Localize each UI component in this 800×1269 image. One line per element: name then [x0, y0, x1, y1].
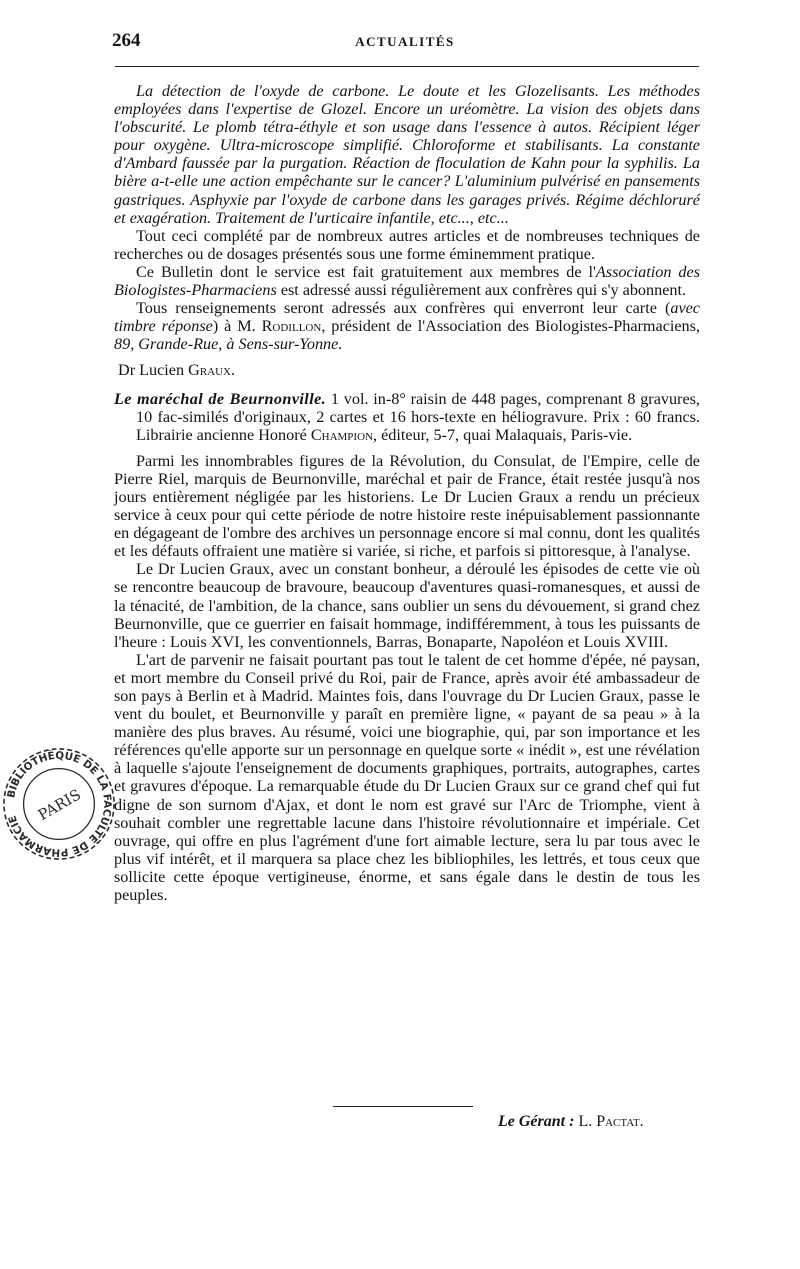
review-paragraph-3: L'art de parvenir ne faisait pourtant pas tout le talent de cet homme d'épée, né paysan, et mort membre du Conseil privé du Roi, pair de France, après avoir été ambassadeur de son pays à Berlin et à Madrid. Maintes fois, dans l'ouvrage du Dr Lucien Graux, passe le vent du boulet, et Beurnonville y paraît en première ligne, « payant de sa peau » à la manière des plus braves. Au résumé, voici une biographie, qui, par son importance et les références qu'elle apporte sur un personnage en quelque sorte « inédit », est une révélation à laquelle s'ajoute l'enseignement de documents graphiques, portraits, autographes, cartes et gravures d'époque. La remarquable étude du Dr Lucien Graux sur ce grand chef qui fut digne de son surnom d'Ajax, et dont le nom est gravé sur l'Arc de Triomphe, vient à souhait combler une regrettable lacune dans l'histoire révolutionnaire et impériale. Cet ouvrage, qui offre en plus l'agrément d'une fort aimable lecture, sera lu par tous avec le plus vif intérêt, et il marquera sa place chez les bibliophiles, les lettrés, et tous ceux que sollicite cette époque vertigineuse, énorme, et sans égale dans le destin de tous les peuples.	[114, 650, 700, 905]
signature-title: Dr	[118, 361, 136, 380]
page-number: 264	[112, 30, 141, 51]
review-paragraph-2: Le Dr Lucien Graux, avec un constant bonheur, a déroulé les épisodes de cette vie où se rencontre beaucoup de bravoure, beaucoup d'aventures quasi-romanesques, et aussi de la ténacité, de l'ambition, de la chance, sans oublier un sens du dévouement, si grand chez Beurnonville, que ce guerrier en faisait hommage, indifféremment, à tous les puissants de l'heure : Louis XVI, les conventionnels, Barras, Bonaparte, Napoléon et Louis XVIII.	[114, 560, 700, 651]
article-list: La détection de l'oxyde de carbone. Le doute et les Glozelisants. Les méthodes employées dans l'expertise de Glozel. Encore un uréomètre. La vision des objets dans l'obscurité. Le plomb tétra-éthyle et son usage dans l'essence à autos. Récipient léger pour oxygène. Ultra-microscope simplifié. Chloroforme et stabilisants. La constante d'Ambard faussée par la purgation. Réaction de floculation de Kahn pour la syphilis. La bière a-t-elle une action empêchante sur le cancer? L'aluminium pulvérisé en pansements gastriques. Asphyxie par l'oxyde de carbone dans les garages privés. Régime déchloruré et exagération. Traitement de l'urticaire infantile, etc..., etc...	[114, 82, 700, 227]
running-head: ACTUALITÉS	[355, 34, 455, 49]
book-title: Le maréchal de Beurnonville.	[114, 389, 327, 408]
paragraph-summary: Tout ceci complété par de nombreux autres articles et de nombreuses techniques de recherches ou de dosages présentés sous une forme éminemment pratique.	[114, 226, 700, 263]
contact-stamp-note: avec timbre réponse	[114, 299, 700, 336]
bulletin-text-a: Ce Bulletin dont le service est fait gratuitement aux membres de l'	[136, 262, 596, 281]
gerant-line	[498, 1113, 644, 1131]
gerant-label: Le Gérant :	[498, 1113, 575, 1130]
signature-first-name: Lucien	[139, 361, 189, 380]
paragraph-bulletin	[114, 263, 700, 299]
library-stamp	[0, 745, 118, 863]
signature-last-name: Graux.	[188, 361, 236, 380]
publisher-name: Champion	[310, 425, 373, 444]
gerant-name: L. Pactat.	[574, 1113, 644, 1130]
review-paragraph-1: Parmi les innombrables figures de la Révolution, du Consulat, de l'Empire, celle de Pierre Riel, marquis de Beurnonville, maréchal et pair de France, était restée jusqu'à nos jours entièrement négligée par les historiens. Le Dr Lucien Graux a rendu un précieux service à ceux pour qui cette période de notre histoire reste inépuisablement passionnante en dégageant de l'ombre des archives un personnage encore si mal connu, dont les qualités et les défauts offraient une matière si variée, si riche, et parfois si pittoresque, à l'analyse.	[114, 451, 700, 561]
book-details-b: , éditeur, 5-7, quai Malaquais, Paris-vie.	[372, 425, 633, 444]
book-details-a: 1 vol. in-8° raisin de 448 pages, comprenant 8 gravures, 10 fac-similés d'originaux, 2 cartes et 16 hors-texte en héliogravure. Prix : 60 francs. Librairie ancienne Honoré	[136, 389, 700, 444]
bulletin-text-b: est adressé aussi régulièrement aux confrères qui s'y abonnent.	[276, 281, 687, 300]
contact-text-b: ) à M.	[212, 317, 262, 336]
paragraph-contact	[114, 299, 700, 353]
page-body	[114, 82, 700, 904]
stamp-inner-text: PARIS	[35, 786, 84, 825]
contact-text-c: , président de l'Association des Biologistes-Pharmaciens,	[321, 317, 700, 336]
page-header	[112, 30, 698, 56]
contact-text-a: Tous renseignements seront adressés aux confrères qui enverront leur carte (	[136, 299, 671, 318]
association-name: Association des Biologistes-Pharmaciens	[114, 262, 700, 300]
book-review-entry	[114, 390, 700, 444]
stamp-outer-textpath: BIBLIOTHÈQUE DE LA FACULTÉ DE PHARMACIE	[5, 749, 114, 859]
contact-person-name: Rodillon	[261, 317, 322, 336]
footer-rule	[333, 1106, 473, 1107]
header-rule	[115, 66, 699, 67]
signature	[114, 361, 700, 379]
contact-address: 89, Grande-Rue, à Sens-sur-Yonne.	[114, 335, 343, 354]
